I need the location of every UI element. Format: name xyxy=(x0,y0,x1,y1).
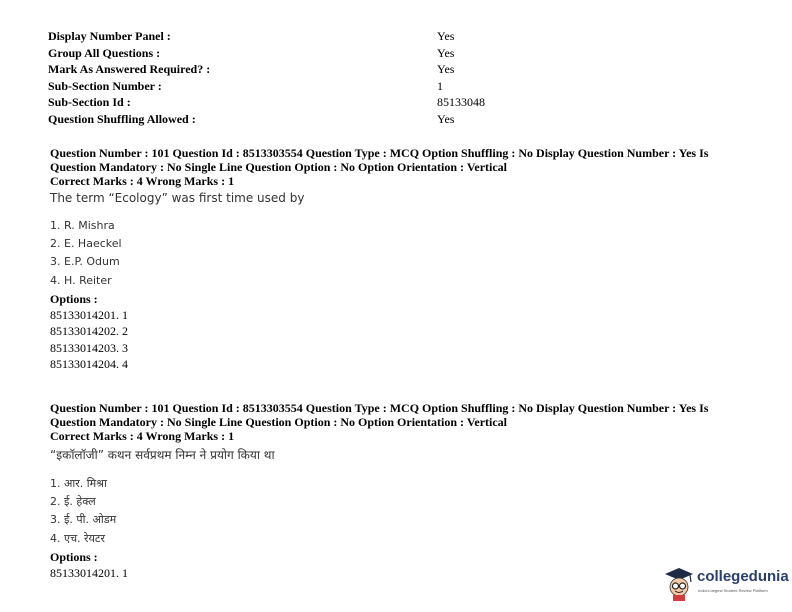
setting-row xyxy=(48,111,748,128)
setting-row xyxy=(48,28,748,45)
choice-item: 2. ई. हेक्ल xyxy=(50,495,96,509)
setting-label: Sub-Section Id : xyxy=(48,95,131,110)
question-header xyxy=(50,146,750,188)
setting-value: Yes xyxy=(437,62,455,77)
setting-value: 85133048 xyxy=(437,95,485,110)
question-header xyxy=(50,401,750,443)
question-header-line: Question Mandatory : No Single Line Question Option : No Option Orientation : Vertical xyxy=(50,415,508,429)
section-settings xyxy=(48,28,748,128)
setting-label: Group All Questions : xyxy=(48,45,161,60)
choice-item: 4. H. Reiter xyxy=(50,273,112,287)
graduate-mascot-icon xyxy=(664,566,694,602)
question-marks: Correct Marks : 4 Wrong Marks : 1 xyxy=(50,174,235,188)
setting-value: Yes xyxy=(437,45,455,60)
collegedunia-logo xyxy=(664,566,789,606)
question-text: “इकॉलॉजी” कथन सर्वप्रथम निम्न ने प्रयोग किया था xyxy=(50,448,275,462)
setting-label: Sub-Section Number : xyxy=(48,78,162,93)
choice-list xyxy=(50,217,750,290)
setting-value: Yes xyxy=(437,29,455,43)
option-id: 85133014204. 4 xyxy=(50,356,128,371)
setting-row xyxy=(48,45,748,62)
question-header-line: Question Mandatory : No Single Line Question Option : No Option Orientation : Vertical xyxy=(50,160,508,174)
options-label: Options : xyxy=(50,549,98,564)
setting-label: Question Shuffling Allowed : xyxy=(48,111,196,126)
choice-list xyxy=(50,475,750,548)
setting-row xyxy=(48,94,748,111)
question-header-line: Question Number : 101 Question Id : 8513303554 Question Type : MCQ Option Shuffling : No Display Question Number : Yes Is xyxy=(50,401,709,415)
setting-row xyxy=(48,78,748,95)
choice-item: 2. E. Haeckel xyxy=(50,237,122,251)
question-block-hindi xyxy=(50,401,750,581)
setting-row xyxy=(48,61,748,78)
choice-item: 4. एच. रेयटर xyxy=(50,531,105,545)
option-id: 85133014201. 1 xyxy=(50,307,128,322)
setting-label: Display Number Panel : xyxy=(48,29,171,43)
question-block-english xyxy=(50,146,750,372)
option-id: 85133014203. 3 xyxy=(50,340,128,355)
question-header-line: Question Number : 101 Question Id : 8513303554 Question Type : MCQ Option Shuffling : No Display Question Number : Yes Is xyxy=(50,146,709,160)
choice-item: 3. ई. पी. ओडम xyxy=(50,513,117,527)
choice-item: 1. R. Mishra xyxy=(50,219,115,232)
setting-value: Yes xyxy=(437,111,455,126)
option-id: 85133014202. 2 xyxy=(50,324,128,339)
question-text: The term “Ecology” was first time used by xyxy=(50,191,305,205)
choice-item: 3. E.P. Odum xyxy=(50,255,120,269)
options-label: Options : xyxy=(50,291,98,306)
option-id: 85133014201. 1 xyxy=(50,565,128,580)
setting-label: Mark As Answered Required? : xyxy=(48,62,211,77)
choice-item: 1. आर. मिश्रा xyxy=(50,477,107,490)
logo-tagline: India's largest Student Review Platform xyxy=(698,588,768,593)
logo-wordmark: collegedunia xyxy=(697,568,789,585)
question-marks: Correct Marks : 4 Wrong Marks : 1 xyxy=(50,429,235,443)
setting-value: 1 xyxy=(437,78,443,93)
